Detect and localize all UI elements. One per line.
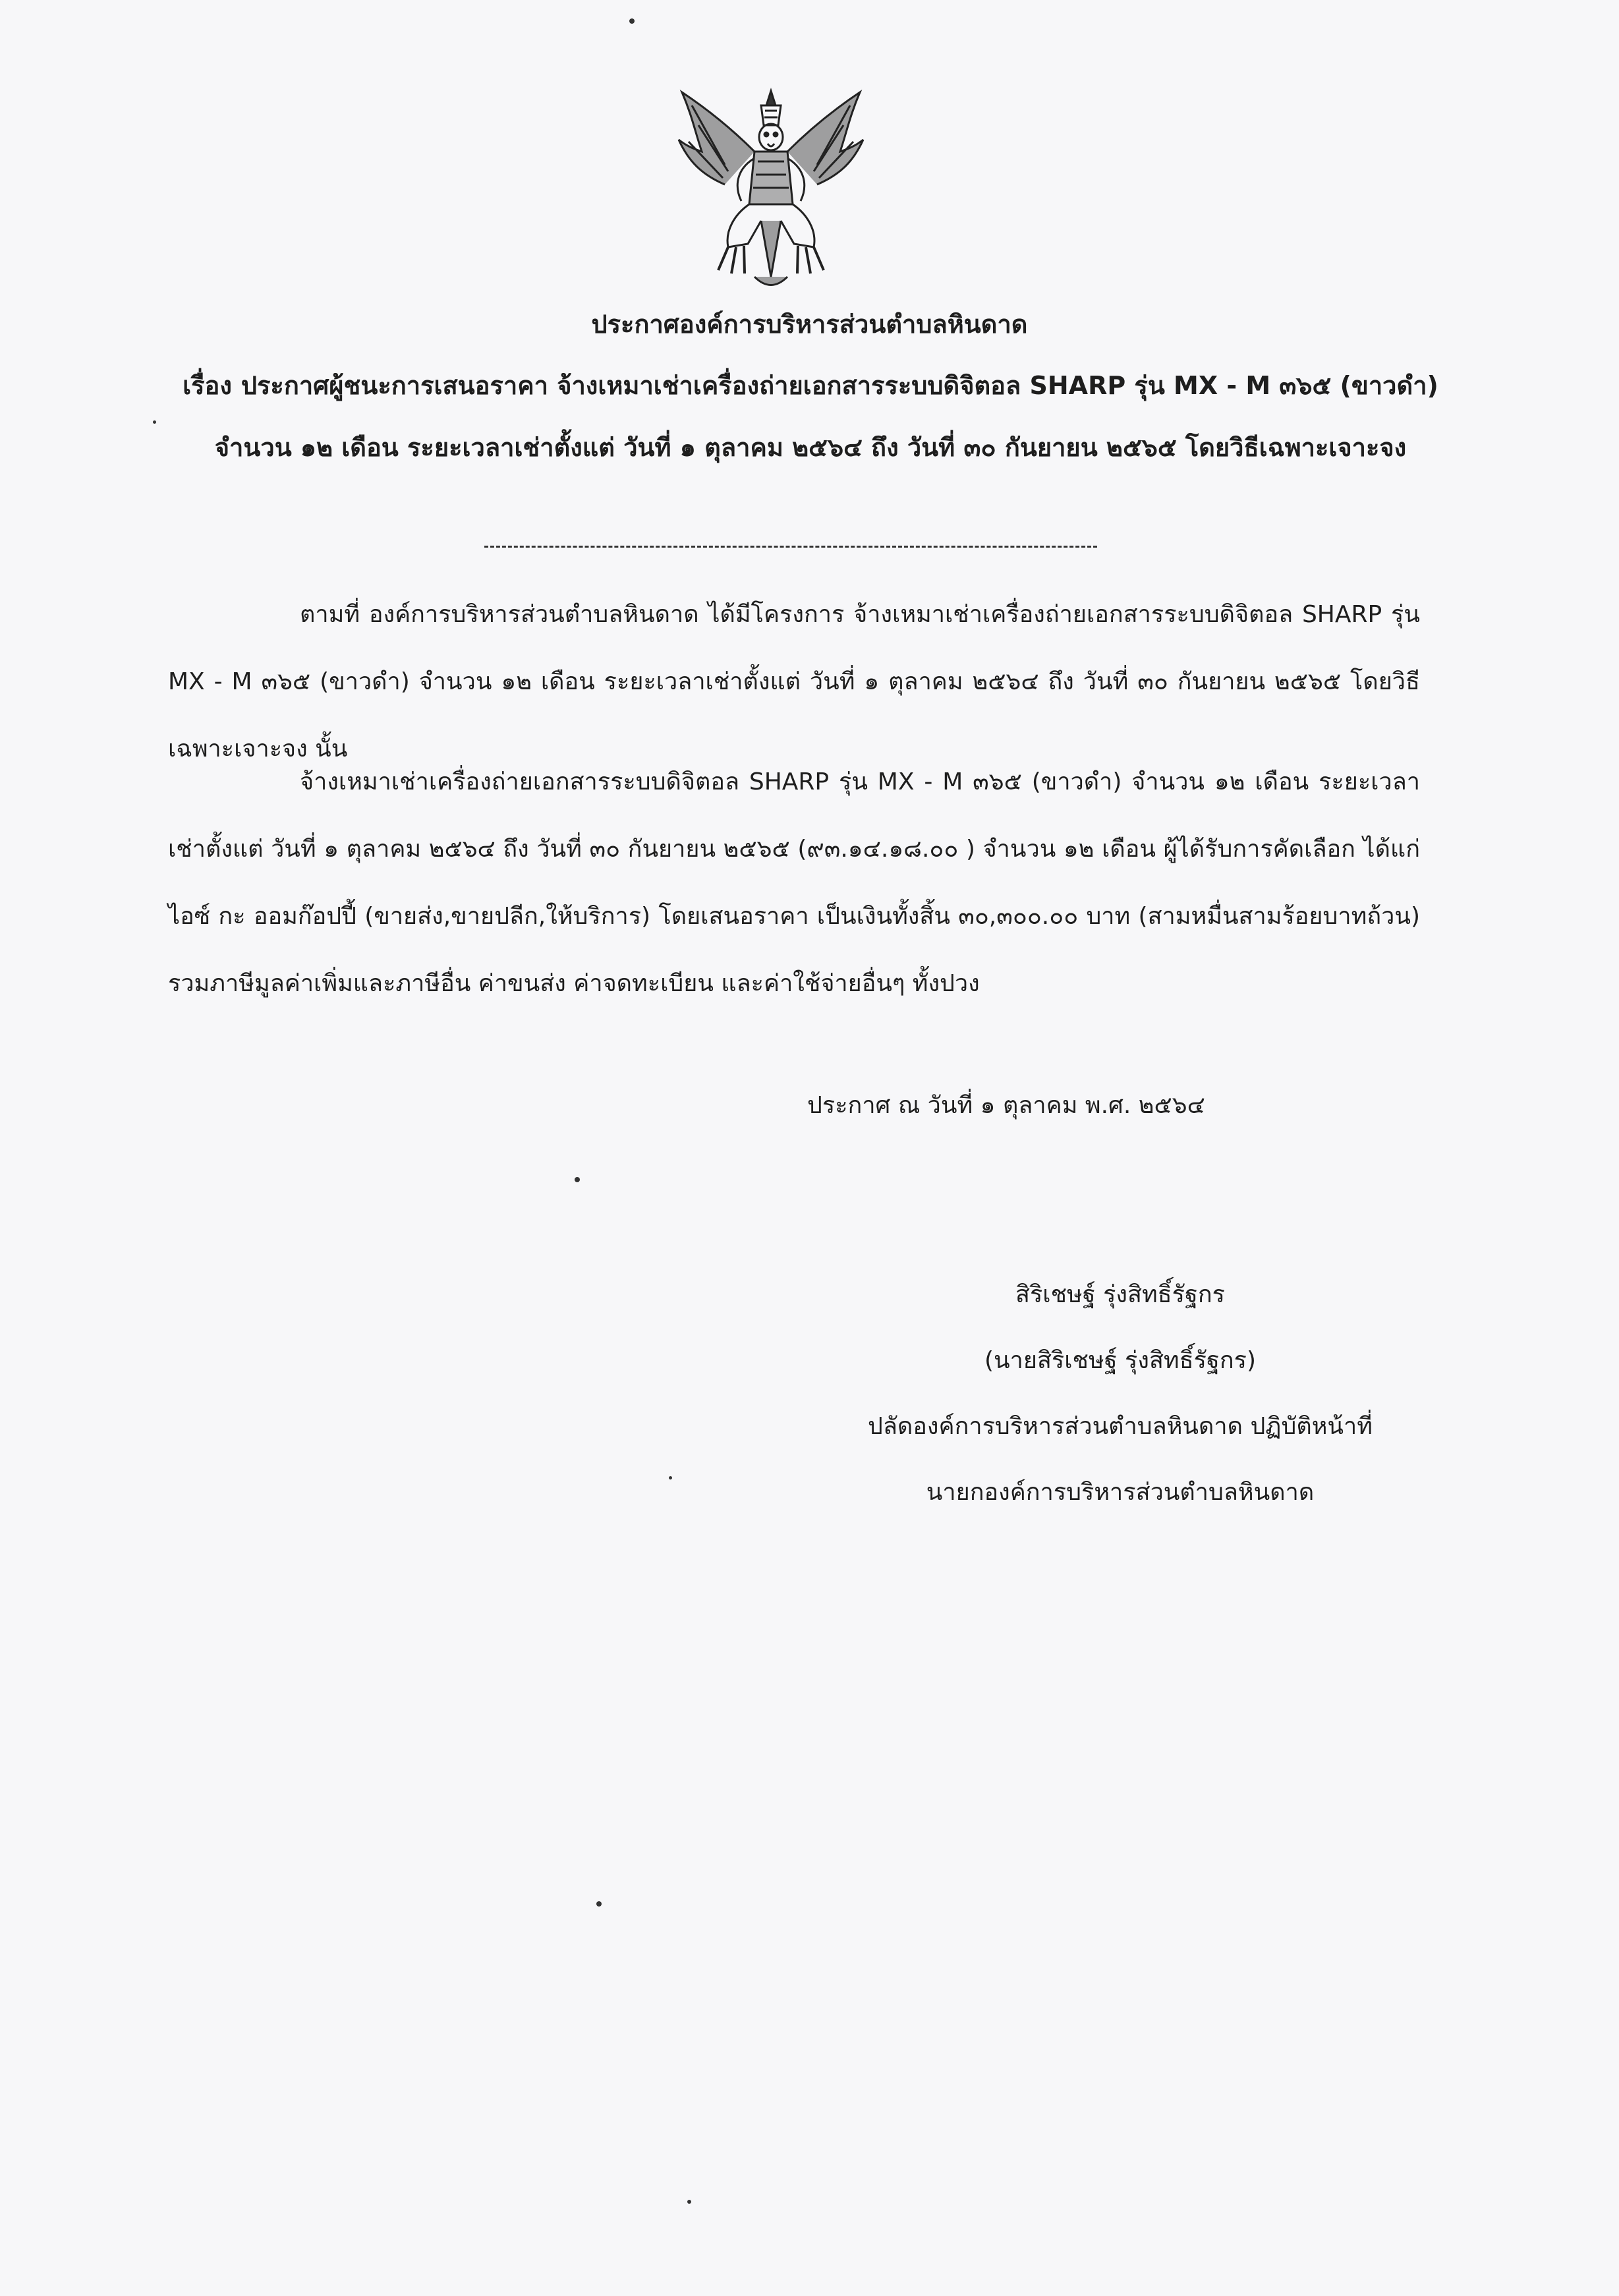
signature-block xyxy=(791,1262,1450,1526)
body-paragraph-2: จ้างเหมาเช่าเครื่องถ่ายเอกสารระบบดิจิตอล SHARP รุ่น MX - M ๓๖๕ (ขาวดำ) จำนวน ๑๒ เดือน ระยะเวลาเช่าตั้งแต่ วันที่ ๑ ตุลาคม ๒๕๖๔ ถึง วันที่ ๓๐ กันยายน ๒๕๖๕ (๙๓.๑๔.๑๘.๐๐ ) จำนวน ๑๒ เดือน ผู้ได้รับการคัดเลือก ได้แก่ ไอซ์ กะ ออมก๊อปปี้ (ขายส่ง,ขายปลีก,ให้บริการ) โดยเสนอราคา เป็นเงินทั้งสิ้น ๓๐,๓๐๐.๐๐ บาท (สามหมื่นสามร้อยบาทถ้วน) รวมภาษีมูลค่าเพิ่มและภาษีอื่น ค่าขนส่ง ค่าจดทะเบียน และค่าใช้จ่ายอื่นๆ ทั้งปวง xyxy=(168,768,1420,997)
scan-speck xyxy=(596,1901,602,1907)
announcement-date: ประกาศ ณ วันที่ ๑ ตุลาคม พ.ศ. ๒๕๖๔ xyxy=(807,1092,1205,1119)
scan-speck xyxy=(669,1476,672,1479)
signed-name: สิริเชษฐ์ รุ่งสิทธิ์รัฐกร xyxy=(1015,1281,1225,1308)
subject-line xyxy=(152,355,1469,478)
subject-label: เรื่อง xyxy=(183,371,232,400)
subject-text: ประกาศผู้ชนะการเสนอราคา จ้างเหมาเช่าเครื่องถ่ายเอกสารระบบดิจิตอล SHARP รุ่น MX - M ๓๖๕ (ขาวดำ) จำนวน ๑๒ เดือน ระยะเวลาเช่าตั้งแต่ วันที่ ๑ ตุลาคม ๒๕๖๔ ถึง วันที่ ๓๐ กันยายน ๒๕๖๕ โดยวิธีเฉพาะเจาะจง xyxy=(214,371,1438,462)
scan-speck xyxy=(575,1177,580,1182)
scan-speck xyxy=(629,18,635,24)
body-paragraph-1: ตามที่ องค์การบริหารส่วนตำบลหินดาด ได้มีโครงการ จ้างเหมาเช่าเครื่องถ่ายเอกสารระบบดิจิตอล SHARP รุ่น MX - M ๓๖๕ (ขาวดำ) จำนวน ๑๒ เดือน ระยะเวลาเช่าตั้งแต่ วันที่ ๑ ตุลาคม ๒๕๖๔ ถึง วันที่ ๓๐ กันยายน ๒๕๖๕ โดยวิธีเฉพาะเจาะจง นั้น xyxy=(168,601,1420,762)
printed-name: (นายสิริเชษฐ์ รุ่งสิทธิ์รัฐกร) xyxy=(984,1347,1256,1374)
garuda-emblem-icon xyxy=(662,79,880,297)
scan-speck xyxy=(153,420,156,424)
dashed-separator xyxy=(484,546,1097,548)
signer-position-1: ปลัดองค์การบริหารส่วนตำบลหินดาด ปฏิบัติหน้าที่ xyxy=(868,1413,1373,1440)
signer-position-2: นายกองค์การบริหารส่วนตำบลหินดาด xyxy=(926,1479,1315,1506)
scan-speck xyxy=(687,2200,691,2204)
announcement-title: ประกาศองค์การบริหารส่วนตำบลหินดาด xyxy=(591,310,1028,339)
